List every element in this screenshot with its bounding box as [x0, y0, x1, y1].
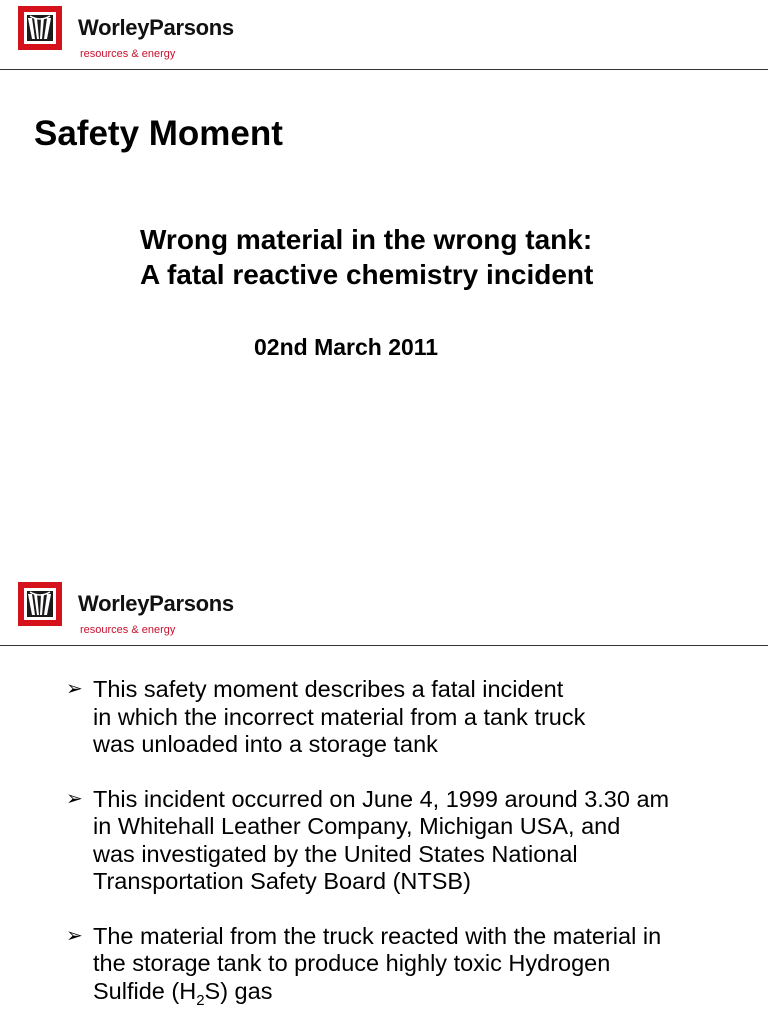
content-slide — [0, 576, 768, 1024]
bullet-list — [66, 676, 746, 1024]
subtitle-line-1: Wrong material in the wrong tank: — [140, 224, 593, 255]
brand-tagline: resources & energy — [80, 48, 176, 60]
formula-subscript: 2 — [196, 991, 205, 1009]
bullet-line-formula — [93, 977, 746, 1009]
bullet-line: in Whitehall Leather Company, Michigan USA, and — [93, 813, 621, 839]
bullet-item — [66, 676, 746, 759]
header-divider — [0, 69, 768, 70]
brand-tagline: resources & energy — [80, 624, 176, 636]
bullet-item — [66, 786, 746, 896]
header-divider — [0, 645, 768, 646]
arrow-bullet-icon: ➢ — [66, 787, 83, 810]
bullet-item — [66, 922, 746, 1009]
bullet-line: This incident occurred on June 4, 1999 around 3.30 am — [93, 785, 670, 812]
bullet-line: The material from the truck reacted with the material in — [93, 922, 662, 949]
formula-prefix: Sulfide (H — [93, 977, 197, 1004]
bullet-line: Transportation Safety Board (NTSB) — [93, 868, 471, 894]
bullet-line: was investigated by the United States National — [93, 840, 578, 867]
slide-date: 02nd March 2011 — [254, 334, 439, 360]
arrow-bullet-icon: ➢ — [66, 678, 83, 700]
arrow-bullet-icon: ➢ — [66, 924, 83, 947]
bullet-line: This safety moment describes a fatal incident — [93, 676, 564, 702]
brand-name: WorleyParsons — [78, 591, 234, 616]
slide-subtitle — [140, 222, 593, 292]
subtitle-line-2: A fatal reactive chemistry incident — [140, 259, 594, 290]
slide-title: Safety Moment — [34, 114, 283, 153]
bullet-line: the storage tank to produce highly toxic Hydrogen — [93, 950, 611, 976]
brand-name: WorleyParsons — [78, 15, 234, 40]
bullet-line: in which the incorrect material from a tank truck — [93, 703, 586, 730]
bullet-line: was unloaded into a storage tank — [93, 731, 438, 757]
worleyparsons-logo-icon — [18, 582, 62, 626]
formula-suffix: S) gas — [204, 977, 273, 1004]
worleyparsons-logo-icon — [18, 6, 62, 50]
